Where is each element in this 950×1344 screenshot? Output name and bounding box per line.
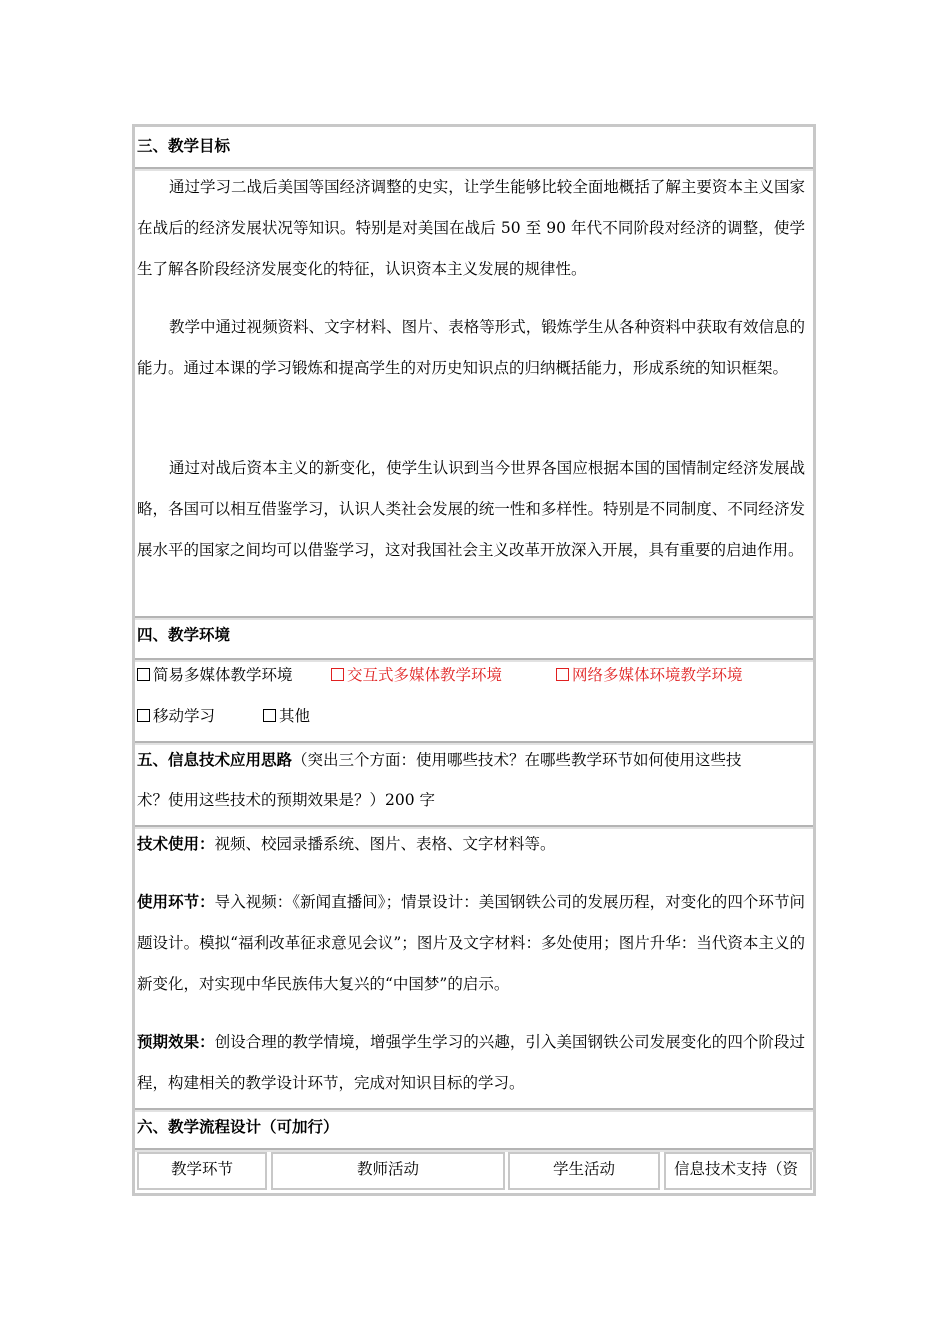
goals-paragraph-1: 通过学习二战后美国等国经济调整的史实，让学生能够比较全面地概括了解主要资本主义国家在战后的经济发展状况等知识。特别是对美国在战后 50 至 90 年代不同阶段对经济的调整，使学生了解各阶段经济发展变化的特征，认识资本主义发展的规律性。	[137, 178, 805, 278]
goals-heading: 三、教学目标	[137, 136, 231, 155]
divider	[135, 616, 813, 620]
flow-column-it-support: 信息技术支持（资	[664, 1152, 812, 1190]
lesson-plan-table	[132, 124, 816, 1196]
env-option-network-multimedia[interactable]: 网络多媒体环境教学环境	[556, 655, 743, 696]
env-option-other[interactable]: 其他	[263, 696, 310, 737]
env-option-interactive-multimedia[interactable]: 交互式多媒体教学环境	[331, 655, 502, 696]
env-option-simple-multimedia[interactable]: 简易多媒体教学环境	[137, 655, 293, 696]
flow-column-stage: 教学环节	[137, 1152, 267, 1190]
env-option-mobile-learning[interactable]: 移动学习	[137, 696, 215, 737]
expected-effect-paragraph: 预期效果：创设合理的教学情境，增强学生学习的兴趣，引入美国钢铁公司发展变化的四个阶段过程，构建相关的教学设计环节，完成对知识目标的学习。	[137, 1032, 805, 1092]
checkbox-icon	[137, 709, 150, 722]
checkbox-icon	[556, 668, 569, 681]
it-approach-heading-line2: 术？使用这些技术的预期效果是？）200 字	[137, 791, 436, 809]
usage-stages-paragraph: 使用环节：导入视频：《新闻直播间》；情景设计：美国钢铁公司的发展历程，对变化的四个环节问题设计。模拟“福利改革征求意见会议”；图片及文字材料：多处使用；图片升华：当代资本主义的新变化，对实现中华民族伟大复兴的“中国梦”的启示。	[137, 892, 805, 993]
checkbox-icon	[137, 668, 150, 681]
tech-use-line: 技术使用：视频、校园录播系统、图片、表格、文字材料等。	[137, 834, 556, 853]
flow-column-student: 学生活动	[508, 1152, 660, 1190]
flow-heading: 六、教学流程设计（可加行）	[137, 1117, 339, 1136]
goals-paragraph-3: 通过对战后资本主义的新变化，使学生认识到当今世界各国应根据本国的国情制定经济发展战略，各国可以相互借鉴学习，认识人类社会发展的统一性和多样性。特别是不同制度、不同经济发展水平的国家之间均可以借鉴学习，这对我国社会主义改革开放深入开展，具有重要的启迪作用。	[137, 459, 805, 559]
checkbox-icon	[331, 668, 344, 681]
environment-heading: 四、教学环境	[137, 625, 231, 644]
checkbox-icon	[263, 709, 276, 722]
it-approach-heading-line1: 五、信息技术应用思路（突出三个方面：使用哪些技术？在哪些教学环节如何使用这些技	[137, 750, 742, 769]
flow-column-teacher: 教师活动	[271, 1152, 505, 1190]
goals-paragraph-2: 教学中通过视频资料、文字材料、图片、表格等形式，锻炼学生从各种资料中获取有效信息的能力。通过本课的学习锻炼和提高学生的对历史知识点的归纳概括能力，形成系统的知识框架。	[137, 318, 805, 377]
